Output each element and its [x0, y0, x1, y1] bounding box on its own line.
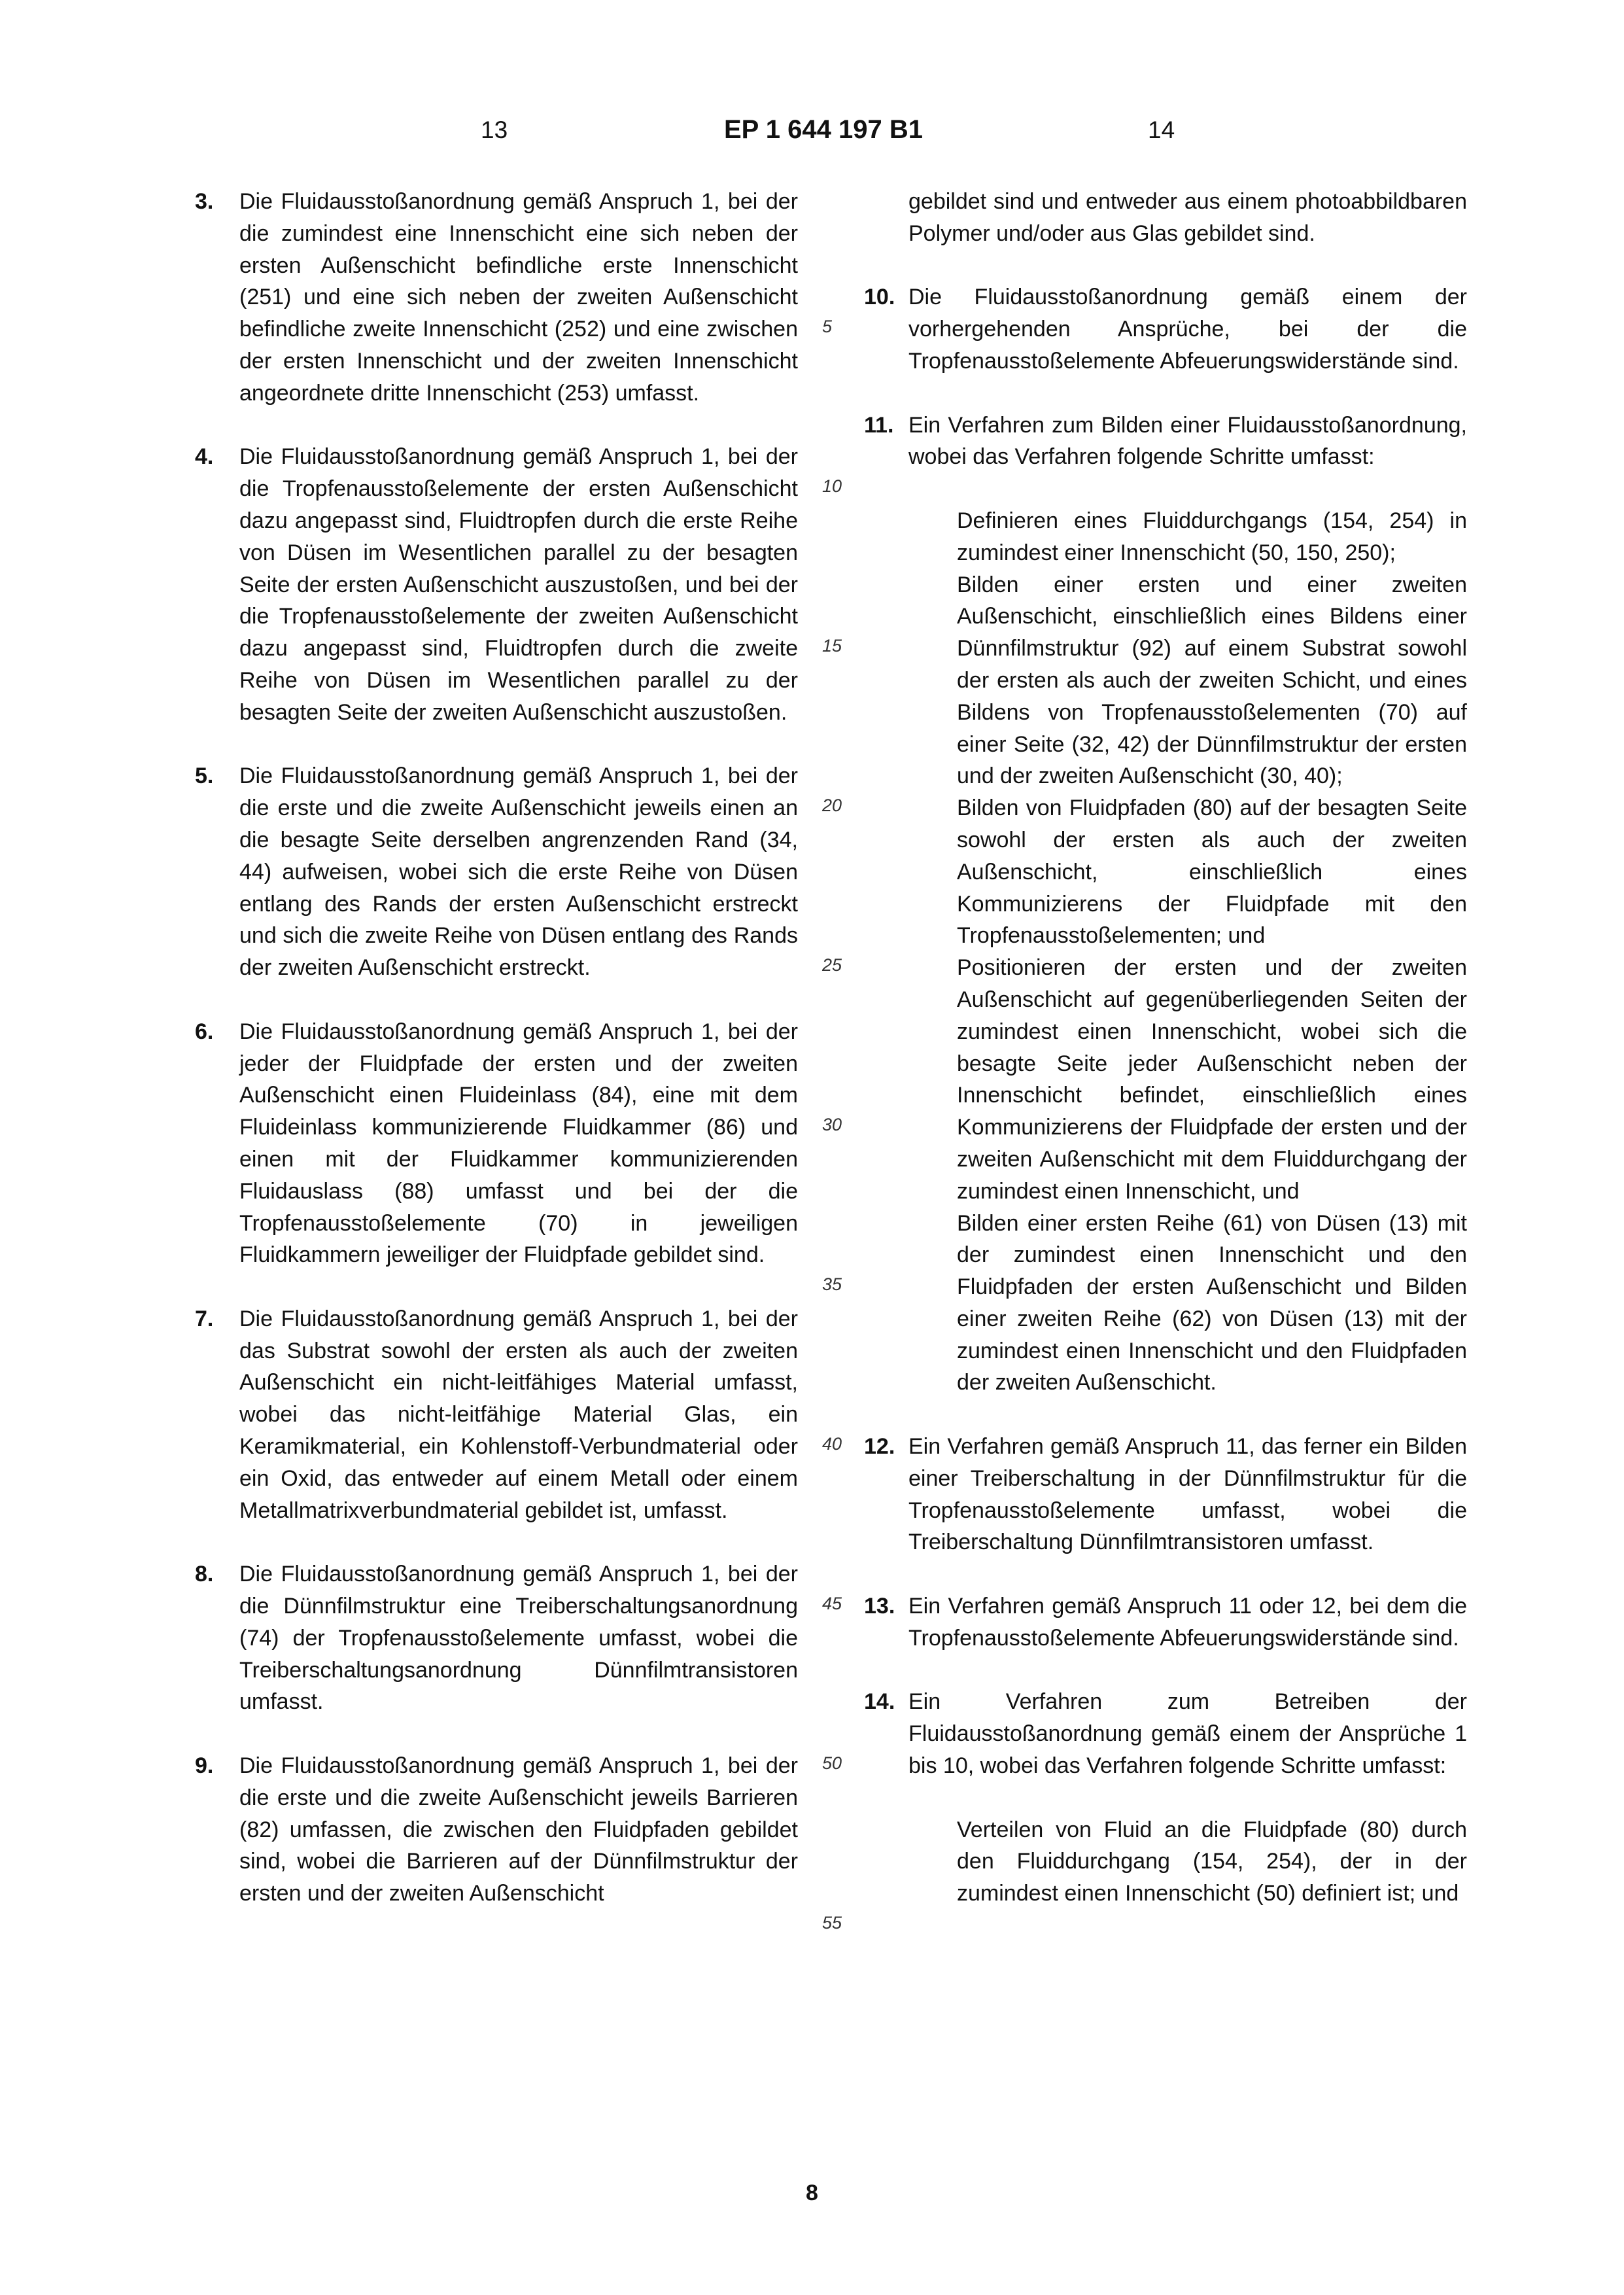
claim-number: 5.	[195, 763, 214, 789]
claim-4	[195, 441, 798, 728]
claim-9-continuation	[864, 186, 1467, 250]
claim-10	[864, 281, 1467, 377]
claim-number: 11.	[864, 412, 894, 438]
claim-number: 13.	[864, 1594, 895, 1619]
claim-9	[195, 1750, 798, 1910]
line-number: 45	[822, 1594, 842, 1613]
claim-step: Verteilen von Fluid an die Fluidpfade (80) durch den Fluiddurchgang (154, 254), der in der zumindest einen Innenschicht (50) definiert ist; und	[957, 1817, 1467, 1906]
claim-text: Die Fluidausstoßanordnung gemäß Anspruch 1, bei der die Tropfenausstoßelemente der ersten Außenschicht dazu angepasst sind, Fluidtropfen durch die erste Reihe von Düsen im Wesentlichen parallel zu der besagten Seite der ersten Außenschicht auszustoßen, und bei der die Tropfenausstoßelemente der zweiten Außenschicht dazu angepasst sind, Fluidtropfen durch die zweite Reihe von Düsen im Wesentlichen parallel zu der besagten Seite der zweiten Außenschicht auszustoßen.	[239, 444, 798, 725]
claim-5	[195, 760, 798, 984]
page-number-right: 14	[1148, 116, 1175, 143]
claim-number: 3.	[195, 189, 214, 214]
claim-text: Ein Verfahren zum Bilden einer Fluidausstoßanordnung, wobei das Verfahren folgende Schritte umfasst:	[908, 412, 1467, 470]
claim-6	[195, 1016, 798, 1271]
claim-number: 7.	[195, 1306, 214, 1331]
line-number: 30	[822, 1115, 842, 1134]
line-number: 5	[822, 317, 833, 336]
claim-text: Die Fluidausstoßanordnung gemäß Anspruch 1, bei der die Dünnfilmstruktur eine Treiberschaltungsanordnung (74) der Tropfenausstoßelemente umfasst, wobei die Treiberschaltungsanordnung Dünnfilmtransistoren umfasst.	[239, 1562, 798, 1715]
page-number-footer: 8	[806, 2181, 818, 2205]
claim-number: 6.	[195, 1019, 214, 1044]
claim-text: Die Fluidausstoßanordnung gemäß Anspruch 1, bei der die zumindest eine Innenschicht eine sich neben der ersten Außenschicht befindliche erste Innenschicht (251) und eine sich neben der zweiten Außenschicht befindliche zweite Innenschicht (252) und eine zwischen der ersten Innenschicht und der zweiten Innenschicht angeordnete dritte Innenschicht (253) umfasst.	[239, 189, 798, 406]
claim-number: 4.	[195, 444, 214, 470]
page-number-left: 13	[481, 116, 508, 143]
claim-step: Bilden einer ersten und einer zweiten Außenschicht, einschließlich eines Bildens einer Dünnfilmstruktur (92) auf einem Substrat sowohl der ersten als auch der zweiten Schicht, und eines Bildens von Tropfenausstoßelementen (70) auf einer Seite (32, 42) der Dünnfilmstruktur der ersten und der zweiten Außenschicht (30, 40);	[957, 572, 1467, 789]
claim-text: Ein Verfahren zum Betreiben der Fluidausstoßanordnung gemäß einem der Ansprüche 1 bis 10, wobei das Verfahren folgende Schritte umfasst:	[908, 1689, 1467, 1779]
claim-number: 14.	[864, 1689, 895, 1715]
claim-number: 8.	[195, 1562, 214, 1587]
line-number: 10	[822, 476, 842, 496]
claim-text: Ein Verfahren gemäß Anspruch 11, das ferner ein Bilden einer Treiberschaltung in der Dünnfilmstruktur für die Tropfenausstoßelemente umfasst, wobei die Treiberschaltung Dünnfilmtransistoren umfasst.	[908, 1434, 1467, 1555]
claim-step: Bilden von Fluidpfaden (80) auf der besagten Seite sowohl der ersten als auch der zweiten Außenschicht, einschließlich eines Kommunizierens der Fluidpfade mit den Tropfenausstoßelementen; und	[957, 796, 1467, 949]
claim-step: Positionieren der ersten und der zweiten Außenschicht auf gegenüberliegenden Seiten der zumindest einen Innenschicht, wobei sich die besagte Seite jeder Außenschicht neben der Innenschicht befindet, einschließlich eines Kommunizierens der Fluidpfade der ersten und der zweiten Außenschicht mit dem Fluiddurchgang der zumindest einen Innenschicht, und	[957, 955, 1467, 1204]
claim-number: 12.	[864, 1434, 895, 1460]
claim-step: Definieren eines Fluiddurchgangs (154, 254) in zumindest einer Innenschicht (50, 150, 250);	[957, 508, 1467, 565]
line-number: 25	[822, 955, 842, 975]
line-number: 20	[822, 796, 842, 815]
line-number: 55	[822, 1913, 842, 1933]
claim-14-steps	[864, 1814, 1467, 1910]
claim-text: gebildet sind und entweder aus einem photoabbildbaren Polymer und/oder aus Glas gebildet sind.	[908, 189, 1467, 246]
claim-text: Die Fluidausstoßanordnung gemäß Anspruch 1, bei der die erste und die zweite Außenschicht jeweils Barrieren (82) umfassen, die zwischen den Fluidpfaden gebildet sind, wobei die Barrieren auf der Dünnfilmstruktur der ersten und der zweiten Außenschicht	[239, 1753, 798, 1906]
line-numbers	[822, 0, 848, 2295]
claim-number: 10.	[864, 285, 895, 310]
left-column	[195, 186, 798, 1910]
claim-12	[864, 1431, 1467, 1558]
claim-13	[864, 1590, 1467, 1655]
claim-text: Die Fluidausstoßanordnung gemäß einem der vorhergehenden Ansprüche, bei der die Tropfenausstoßelemente Abfeuerungswiderstände sind.	[908, 285, 1467, 374]
line-number: 35	[822, 1274, 842, 1294]
claim-8	[195, 1558, 798, 1718]
line-number: 15	[822, 636, 842, 656]
claim-7	[195, 1303, 798, 1527]
claim-text: Die Fluidausstoßanordnung gemäß Anspruch 1, bei der jeder der Fluidpfade der ersten und der zweiten Außenschicht einen Fluideinlass (84), eine mit dem Fluideinlass kommunizierende Fluidkammer (86) und einen mit der Fluidkammer kommunizierenden Fluidauslass (88) umfasst und bei der die Tropfenausstoßelemente (70) in jeweiligen Fluidkammern jeweiliger der Fluidpfade gebildet sind.	[239, 1019, 798, 1268]
claim-11	[864, 410, 1467, 474]
line-number: 50	[822, 1753, 842, 1773]
claim-text: Die Fluidausstoßanordnung gemäß Anspruch 1, bei der die erste und die zweite Außenschicht jeweils einen an die besagte Seite derselben angrenzenden Rand (34, 44) aufweisen, wobei sich die erste Reihe von Düsen entlang des Rands der ersten Außenschicht erstreckt und sich die zweite Reihe von Düsen entlang des Rands der zweiten Außenschicht erstreckt.	[239, 763, 798, 981]
claim-3	[195, 186, 798, 410]
claim-11-steps	[864, 505, 1467, 1399]
claim-14	[864, 1686, 1467, 1781]
claim-text: Die Fluidausstoßanordnung gemäß Anspruch 1, bei der das Substrat sowohl der ersten als auch der zweiten Außenschicht ein nicht-leitfähiges Material umfasst, wobei das nicht-leitfähige Material Glas, ein Keramikmaterial, ein Kohlenstoff-Verbundmaterial oder ein Oxid, das entweder auf einem Metall oder einem Metallmatrixverbundmaterial gebildet ist, umfasst.	[239, 1306, 798, 1523]
line-number: 40	[822, 1434, 842, 1454]
right-column	[864, 186, 1467, 1910]
claim-step: Bilden einer ersten Reihe (61) von Düsen (13) mit der zumindest einen Innenschicht und den Fluidpfaden der ersten Außenschicht und Bilden einer zweiten Reihe (62) von Düsen (13) mit der zumindest einen Innenschicht und den Fluidpfaden der zweiten Außenschicht.	[957, 1210, 1467, 1395]
publication-number: EP 1 644 197 B1	[724, 115, 923, 144]
claim-number: 9.	[195, 1753, 214, 1779]
claim-text: Ein Verfahren gemäß Anspruch 11 oder 12, bei dem die Tropfenausstoßelemente Abfeuerungswiderstände sind.	[908, 1594, 1467, 1651]
